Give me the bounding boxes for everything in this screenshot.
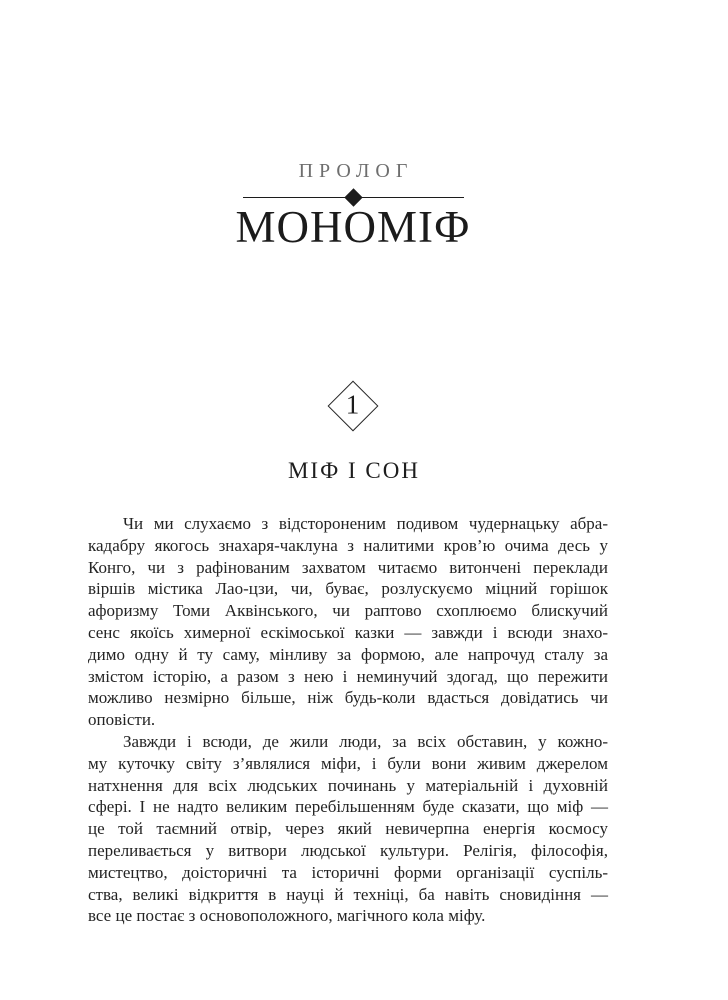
- section-heading: МІФ І СОН: [287, 458, 420, 483]
- text-line: Чи ми слухаємо з відстороненим подивом чудернацьку абра-: [123, 514, 608, 533]
- text-line: афоризму Томи Аквінського, чи раптово схоплюємо блискучий: [88, 601, 608, 621]
- chapter-number: 1: [346, 389, 360, 420]
- text-line: оповісти.: [88, 710, 156, 730]
- page-title: МОНОМІФ: [235, 202, 471, 252]
- text-line: Конго, чи з рафінованим захватом читаємо витончені переклади: [88, 557, 608, 577]
- paragraph: [88, 513, 608, 731]
- ornament-rule-left: [243, 197, 347, 198]
- chapter-number-block: [0, 381, 706, 431]
- body-text: [88, 513, 608, 927]
- text-line: му куточку світу з’являлися міфи, і були вони живим джерелом: [88, 753, 608, 773]
- text-line: це той таємний отвір, через який невичерпна енергія космосу: [88, 819, 608, 839]
- text-line: все це постає з основоположного, магічного кола міфу.: [88, 906, 486, 926]
- text-line: кадабру якогось знахаря-чаклуна з налитими кров’ю очима десь у: [88, 535, 608, 555]
- paragraph: [88, 731, 608, 927]
- chapter-diamond-icon: [328, 381, 379, 432]
- text-line: мистецтво, доісторичні та історичні форми організації суспіль-: [88, 862, 608, 882]
- text-line: натхнення для всіх людських починань у матеріальній і духовній: [88, 775, 608, 795]
- text-line: ства, великі відкриття в науці й техніці, ба навіть сновидіння —: [88, 884, 608, 904]
- text-line: змістом історію, а разом з нею і неминучий здогад, що пережити: [88, 666, 608, 686]
- ornament-rule-right: [360, 197, 464, 198]
- prologue-label: ПРОЛОГ: [298, 160, 414, 182]
- text-line: віршів містика Лао-цзи, чи, буває, розлускуємо міцний горішок: [88, 579, 608, 599]
- text-line: Завжди і всюди, де жили люди, за всіх обставин, у кожно-: [123, 731, 608, 751]
- text-line: димо одну й ту саму, мінливу за формою, але напрочуд сталу за: [88, 644, 608, 664]
- text-line: переливається у витвори людської культури. Релігія, філософія,: [88, 840, 608, 860]
- text-line: сенс якоїсь химерної ескімоської казки — завжди і всюди знахо-: [88, 622, 608, 642]
- text-line: сфері. І не надто великим перебільшенням буде сказати, що міф —: [88, 797, 608, 817]
- text-line: можливо незмірно більше, ніж будь-коли вдасться довідатись чи: [88, 688, 608, 708]
